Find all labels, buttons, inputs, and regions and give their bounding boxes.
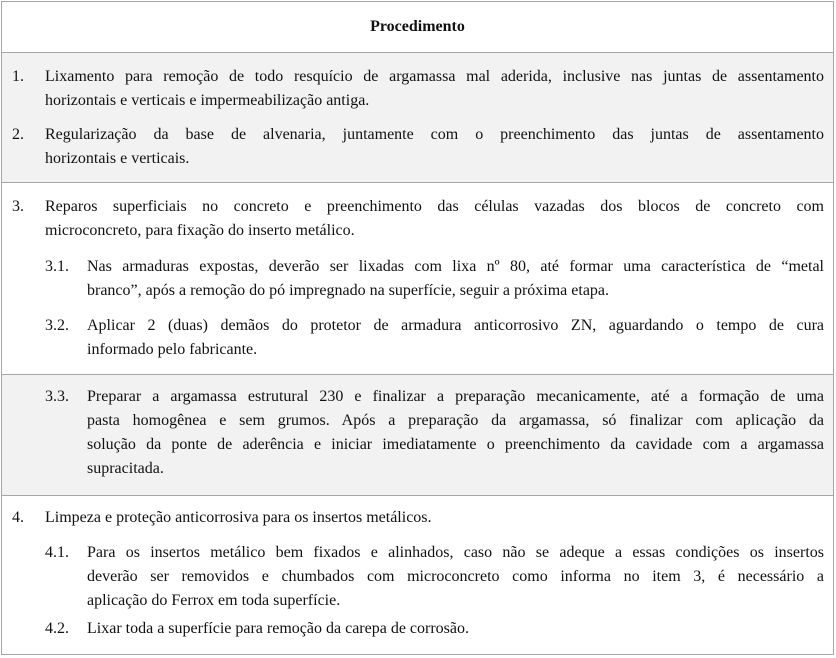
item-number: 3. [12,198,24,215]
item-number: 4. [12,509,24,526]
item-number: 2. [12,126,24,143]
procedure-table [1,1,834,655]
item-text-line: Regularização da base de alvenaria, juntamente com o preenchimento das juntas de assentamento [45,126,824,143]
table-header: Procedimento [2,2,833,53]
item-text-line: Aplicar 2 (duas) demãos do protetor de armadura anticorrosivo ZN, aguardando o tempo de cura [87,317,824,334]
item-text-line: Nas armaduras expostas, deverão ser lixadas com lixa nº 80, até formar uma característica de “metal [87,258,824,275]
item-number: 1. [12,68,24,85]
item-text-line: solução da ponte de aderência e iniciar imediatamente o preenchimento da cavidade com a argamassa [87,436,824,453]
item-text-line: informado pelo fabricante. [87,341,258,358]
item-text-line: aplicação do Ferrox em toda superfície. [87,592,341,609]
item-text-line: Lixar toda a superfície para remoção da carepa de corrosão. [87,620,470,637]
item-number: 3.1. [45,258,69,275]
section-items-3 [2,183,833,375]
item-text-line: Preparar a argamassa estrutural 230 e finalizar a preparação mecanicamente, até a formação de uma [87,388,824,405]
item-text-line: deverão ser removidos e chumbados com microconcreto como informa no item 3, é necessário a [87,568,824,585]
item-number: 3.2. [45,317,69,334]
item-text-line: pasta homogênea e sem grumos. Após a preparação da argamassa, só finalizar com aplicação da [87,412,824,429]
item-number: 3.3. [45,388,69,405]
item-text-line: Lixamento para remoção de todo resquício de argamassa mal aderida, inclusive nas juntas de assentamento [45,68,824,85]
item-text-line: horizontais e verticais. [45,150,190,167]
item-text-line: horizontais e verticais e impermeabilização antiga. [45,92,370,109]
item-text-line: microconcreto, para fixação do inserto metálico. [45,222,355,239]
item-text-line: Limpeza e proteção anticorrosiva para os insertos metálicos. [45,509,432,526]
section-items-4 [2,496,833,655]
section-item-3-3 [2,375,833,496]
item-text-line: Reparos superficiais no concreto e preenchimento das células vazadas dos blocos de concreto com [45,198,824,215]
item-number: 4.1. [45,544,69,561]
item-number: 4.2. [45,620,69,637]
item-text-line: supracitada. [87,460,164,477]
item-text-line: Para os insertos metálico bem fixados e alinhados, caso não se adeque a essas condições os insertos [87,544,824,561]
section-items-1-2 [2,53,833,183]
item-text-line: branco”, após a remoção do pó impregnado na superfície, seguir a próxima etapa. [87,282,610,299]
